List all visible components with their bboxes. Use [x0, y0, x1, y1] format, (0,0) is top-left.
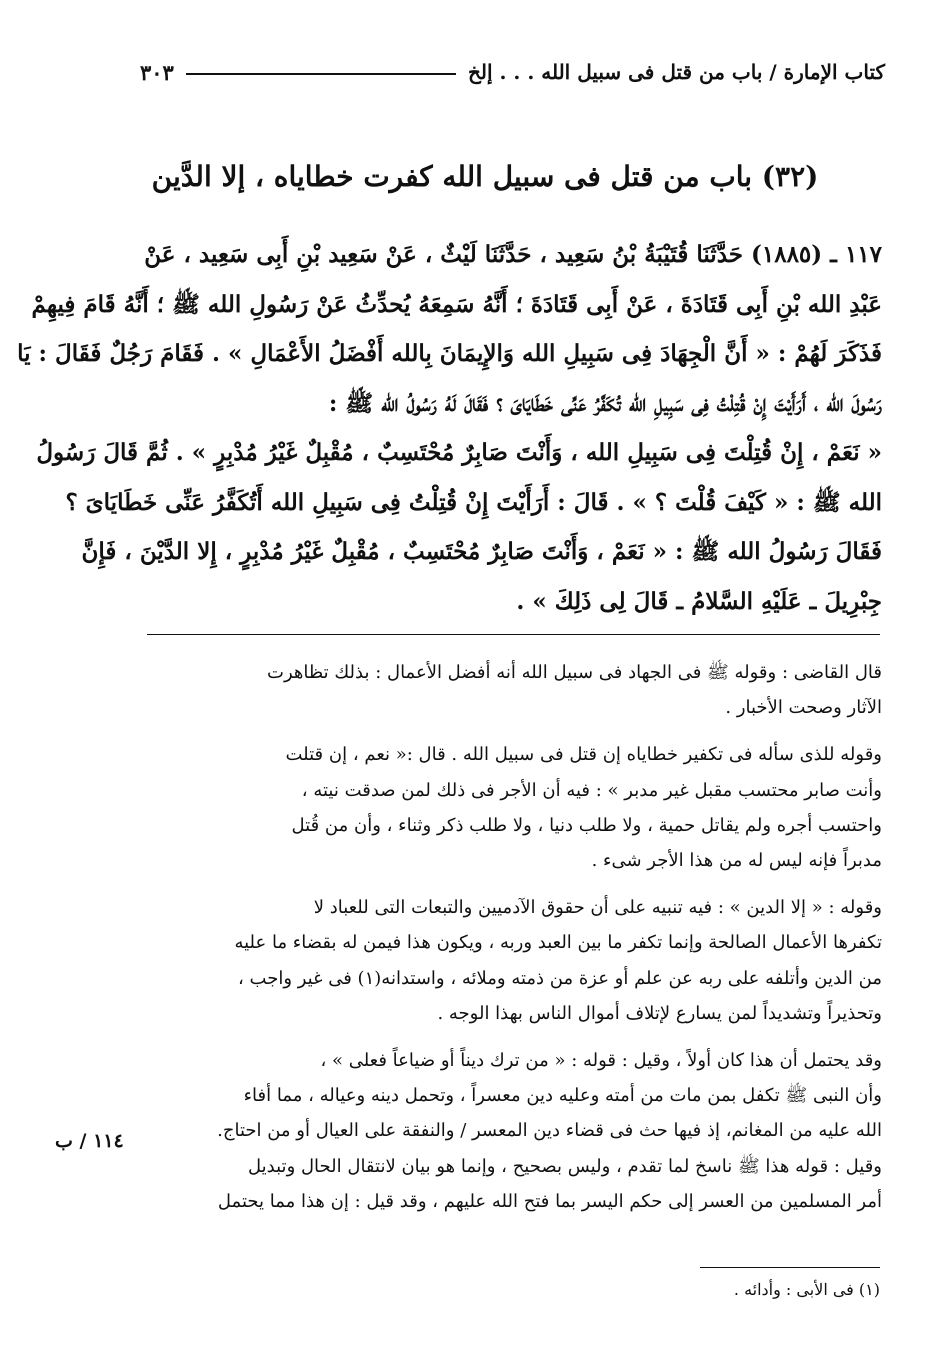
commentary-paragraph	[147, 737, 882, 878]
commentary-line: وتحذيراً وتشديداً لمن يسارع لإتلاف أموال الناس بهذا الوجه .	[437, 1002, 882, 1024]
hadith-line: جِبْرِيلَ ـ عَلَيْهِ السَّلامُ ـ قَالَ لِى ذَلِكَ » .	[516, 587, 882, 615]
commentary-line: تكفرها الأعمال الصالحة وإنما تكفر ما بين العبد وربه ، ويكون هذا فيمن له بقضاء ما عليه	[234, 932, 882, 954]
commentary-paragraph	[147, 655, 882, 725]
commentary-line: قال القاضى : وقوله ﷺ فى الجهاد فى سبيل الله أنه أفضل الأعمال : بذلك تظاهرت	[267, 662, 882, 683]
hadith-line: عَبْدِ الله بْنِ أَبِى قَتَادَةَ ، عَنْ أَبِى قَتَادَةَ ؛ أَنَّهُ سَمِعَهُ يُحدِّثُ عَنْ رَسُولِ الله ﷺ ؛ أَنَّهُ قَامَ فِيهِمْ	[31, 290, 882, 318]
commentary-line: وأن النبى ﷺ تكفل بمن مات من أمته وعليه دين معسراً ، وتحمل دينه وعياله ، مما أفاء	[243, 1085, 882, 1107]
margin-folio-note: ١١٤ / ب	[55, 1130, 124, 1152]
commentary-line: وقوله للذى سأله فى تكفير خطاياه إن قتل فى سبيل الله . قال :« نعم ، إن قتلت	[285, 744, 882, 766]
commentary-paragraph	[147, 890, 882, 1031]
commentary-line: واحتسب أجره ولم يقاتل حمية ، ولا طلب دنيا ، ولا طلب ذكر وثناء ، وأن من قُتل	[291, 814, 882, 836]
chapter-title: (٣٢) باب من قتل فى سبيل الله كفرت خطاياه ، إلا الدَّين	[151, 160, 819, 193]
commentary-line: وقوله : « إلا الدين » : فيه تنبيه على أن حقوق الآدميين والتبعات التى للعباد لا	[313, 897, 882, 919]
section-divider	[147, 634, 880, 635]
commentary-line: أمر المسلمين من العسر إلى حكم اليسر بما فتح الله عليهم ، وقد قيل : إن هذا مما يحتمل	[217, 1190, 882, 1212]
hadith-text	[17, 230, 882, 626]
commentary-line: وقيل : قوله هذا ﷺ ناسخ لما تقدم ، وليس بصحيح ، وإنما هو بيان لانتقال الحال وتبديل	[248, 1155, 882, 1177]
hadith-line: فَقَالَ رَسُولُ الله ﷺ : « نَعَمْ ، وَأَنْتَ صَابِرٌ مُحْتَسِبٌ ، مُقْبِلٌ غَيْرُ مُدْبِرٍ ، إِلا الدَّيْنَ ، فَإِنَّ	[81, 538, 882, 565]
hadith-line: رَسُولَ الله ، أَرَأَيْتَ إِنْ قُتِلْتُ فِى سَبِيلِ الله تُكَفَّرُ عَنِّى خَطَايَاىَ ؟ فَقَالَ لَهُ رَسُولُ الله ﷺ :	[328, 389, 882, 417]
hadith-line: الله ﷺ : « كَيْفَ قُلْتَ ؟ » . قَالَ : أَرَأَيْتَ إِنْ قُتِلْتُ فِى سَبِيلِ الله أَتُكَفَّرُ عَنِّى خَطَايَاىَ ؟	[65, 488, 882, 516]
hadith-line: فَذَكَرَ لَهُمْ : « أَنَّ الْجِهَادَ فِى سَبِيلِ الله وَالإِيمَانَ بِالله أَفْضَلُ الأَعْمَالِ » . فَقَامَ رَجُلٌ فَقَالَ : يَا	[17, 340, 882, 367]
commentary-line: الله عليه من المغانم، إذ فيها حث فى قضاء دين المعسر / والنفقة على العيال أو من احتاج.	[217, 1120, 882, 1142]
commentary-paragraph	[147, 1043, 882, 1219]
hadith-line: « نَعَمْ ، إِنْ قُتِلْتَ فِى سَبِيلِ الله ، وَأَنْتَ صَابِرٌ مُحْتَسِبٌ ، مُقْبِلٌ غَيْرُ مُدْبِرٍ » . ثُمَّ قَالَ رَسُولُ	[36, 439, 882, 466]
footnote: (١) فى الأبى : وأدائه .	[733, 1280, 880, 1299]
commentary-line: وأنت صابر محتسب مقبل غير مدبر » : فيه أن الأجر فى ذلك لمن صدقت نيته ،	[301, 779, 882, 801]
page-number: ٣٠٣	[140, 59, 174, 85]
running-header	[140, 52, 885, 92]
commentary-line: مدبراً فإنه ليس له من هذا الأجر شىء .	[591, 850, 882, 872]
commentary-line: من الدين وأتلفه على ربه عن علم أو عزة من ذمته وملائه ، واستدانه(١) فى غير واجب ،	[237, 967, 882, 989]
commentary	[147, 655, 882, 1231]
commentary-line: الآثار وصحت الأخبار .	[725, 697, 882, 719]
running-header-title: كتاب الإمارة / باب من قتل فى سبيل الله . . . إلخ	[467, 60, 885, 84]
hadith-line: ١١٧ ـ (١٨٨٥) حَدَّثَنَا قُتَيْبَةُ بْنُ سَعِيد ، حَدَّثَنَا لَيْثٌ ، عَنْ سَعِيد بْنِ أَبِى سَعِيد ، عَنْ	[144, 241, 882, 268]
commentary-line: وقد يحتمل أن هذا كان أولاً ، وقيل : قوله : « من ترك ديناً أو ضياعاً فعلى » ،	[320, 1050, 882, 1072]
header-rule	[186, 73, 456, 75]
footnote-divider	[700, 1267, 880, 1268]
